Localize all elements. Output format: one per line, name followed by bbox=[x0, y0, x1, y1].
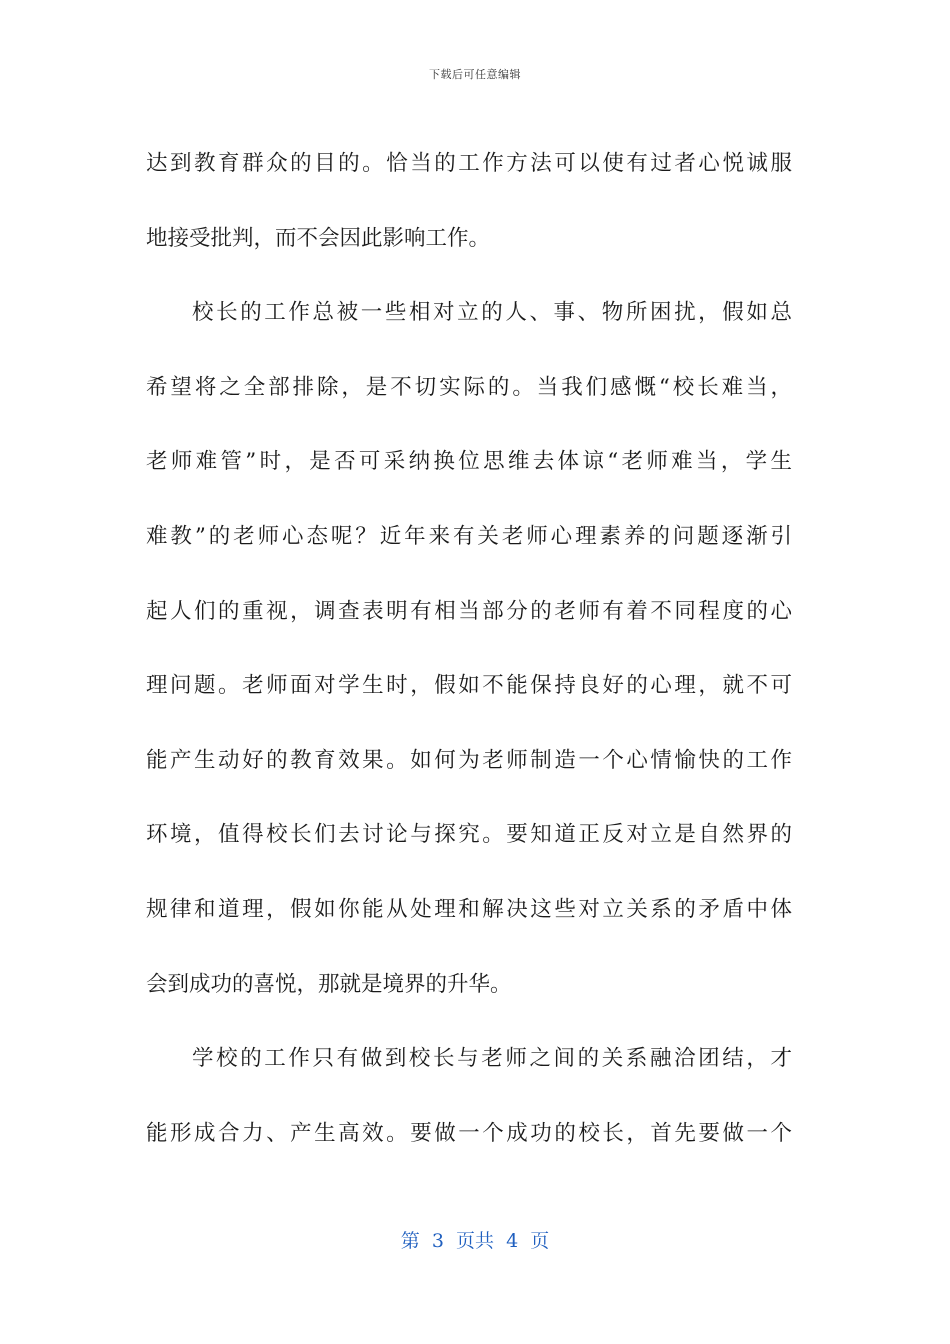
text-line: 起人们的重视，调查表明有相当部分的老师有着不同程度的心 bbox=[146, 598, 792, 624]
text-line: 学校的工作只有做到校长与老师之间的关系融洽团结，才 bbox=[192, 1046, 792, 1072]
text-line: 能产生动好的教育效果。如何为老师制造一个心情愉快的工作 bbox=[146, 747, 792, 773]
text-line: 能形成合力、产生高效。要做一个成功的校长，首先要做一个 bbox=[146, 1120, 792, 1146]
page-header-note: 下载后可任意编辑 bbox=[429, 68, 521, 81]
document-body bbox=[146, 152, 792, 1196]
text-line: 地接受批判，而不会因此影响工作。 bbox=[146, 225, 491, 251]
text-line: 理问题。老师面对学生时，假如不能保持良好的心理，就不可 bbox=[146, 673, 792, 699]
text-line: 难教”的老师心态呢？近年来有关老师心理素养的问题逐渐引 bbox=[146, 523, 792, 549]
text-line: 规律和道理，假如你能从处理和解决这些对立关系的矛盾中体 bbox=[146, 896, 792, 922]
text-line: 会到成功的喜悦，那就是境界的升华。 bbox=[146, 971, 512, 997]
text-line: 老师难管”时，是否可采纳换位思维去体谅“老师难当，学生 bbox=[146, 449, 792, 475]
text-line: 校长的工作总被一些相对立的人、事、物所困扰，假如总 bbox=[192, 300, 792, 326]
text-line: 环境，值得校长们去讨论与探究。要知道正反对立是自然界的 bbox=[146, 822, 792, 848]
page-number-footer: 第 3 页共 4 页 bbox=[400, 1230, 550, 1252]
text-line: 达到教育群众的目的。恰当的工作方法可以使有过者心悦诚服 bbox=[146, 151, 792, 176]
text-line: 希望将之全部排除，是不切实际的。当我们感慨“校长难当， bbox=[146, 374, 792, 400]
